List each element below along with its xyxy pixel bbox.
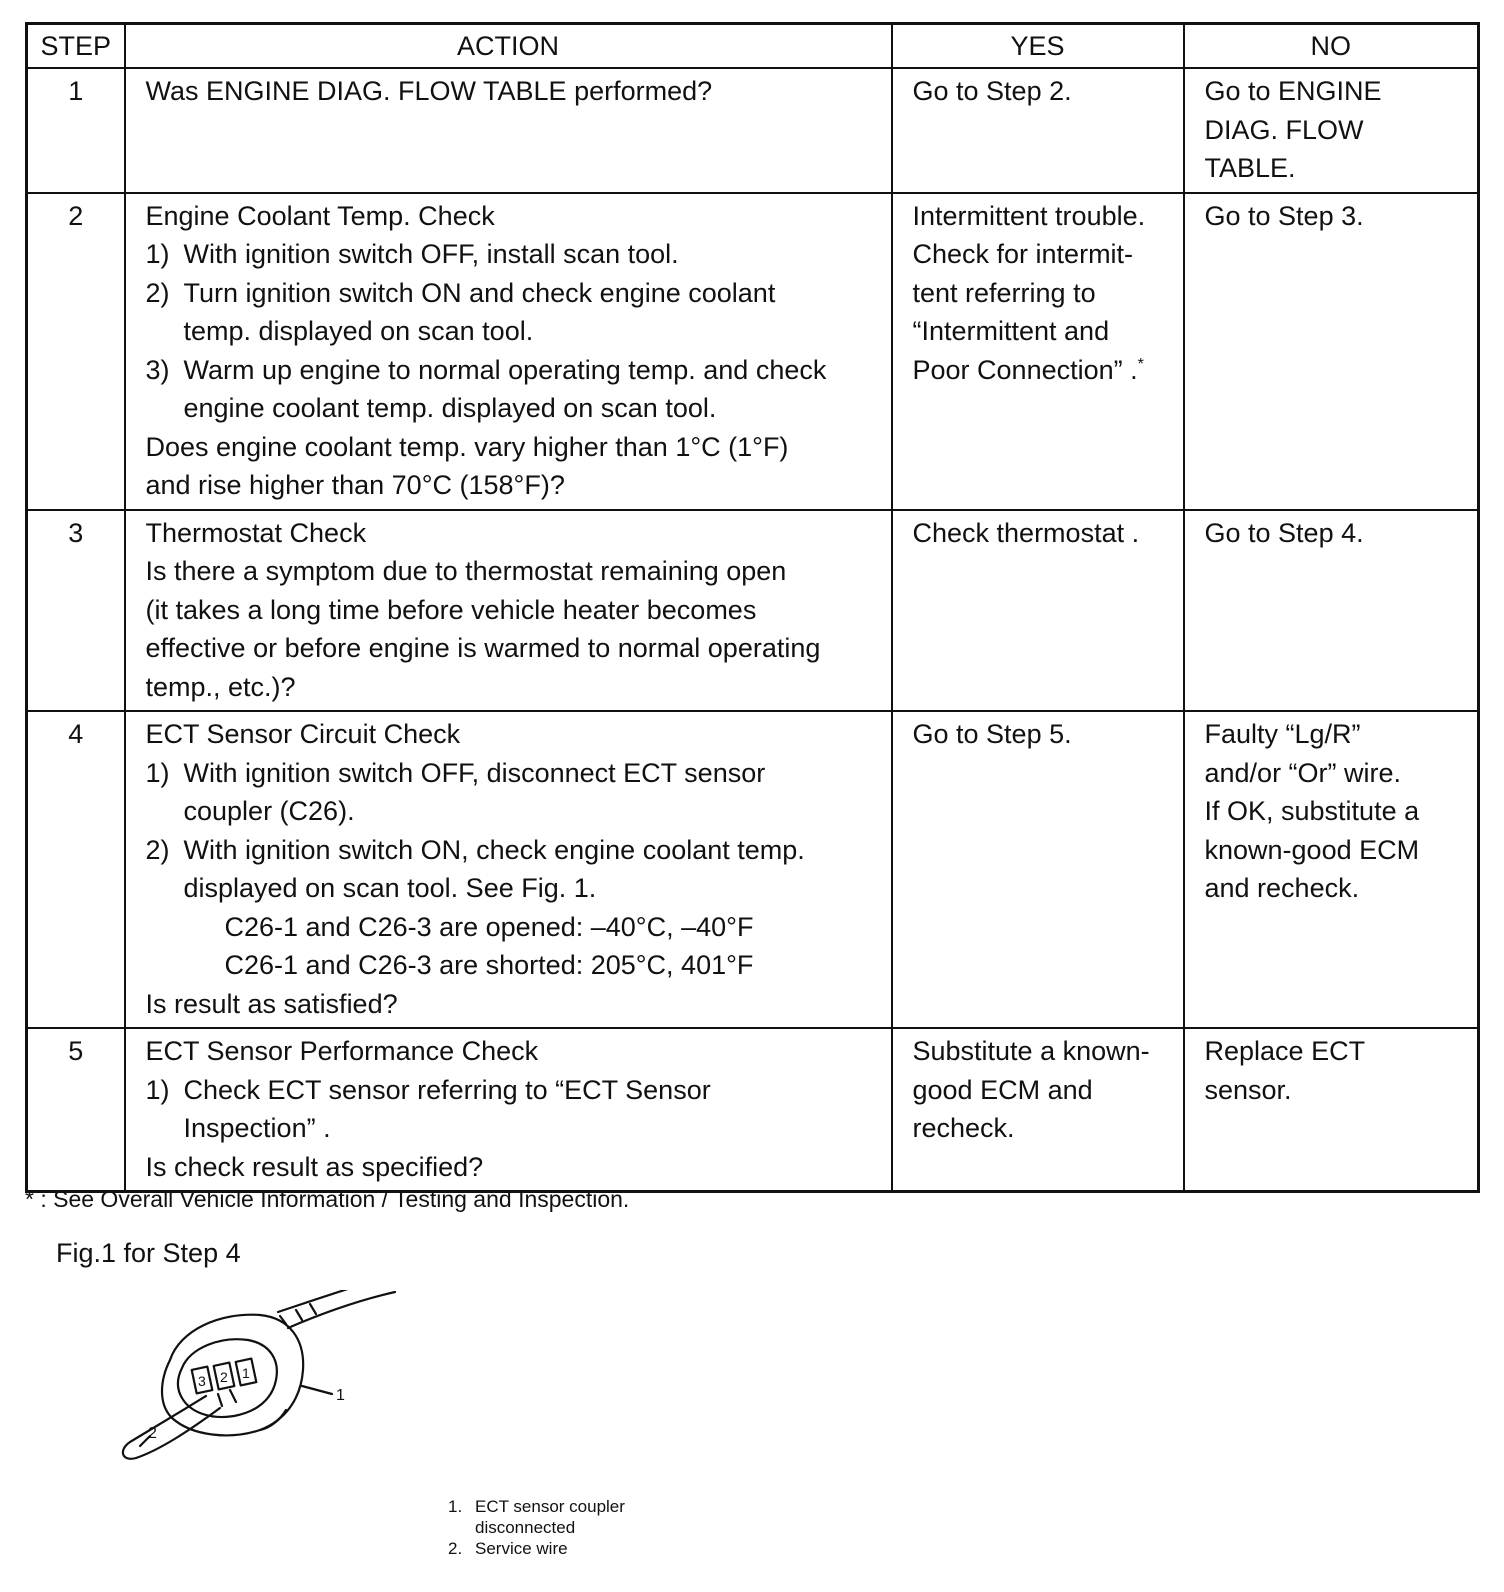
- yes-text: Go to Step 5.: [912, 719, 1072, 749]
- action-cell: [125, 510, 892, 712]
- no-text: DIAG. FLOW: [1204, 114, 1364, 145]
- table-header-row: [27, 24, 1479, 69]
- item-number: 1): [145, 757, 170, 788]
- action-cell: [125, 1028, 892, 1192]
- step-number: 1: [27, 68, 125, 193]
- no-text: and/or “Or” wire.: [1204, 757, 1402, 788]
- yes-cell: [892, 193, 1184, 510]
- action-question: and rise higher than 70°C (158°F)?: [145, 470, 565, 500]
- yes-text: Check for intermit-: [912, 239, 1134, 269]
- legend-item: [448, 1496, 625, 1538]
- no-text: Replace ECT: [1204, 1036, 1366, 1066]
- action-question: Is check result as specified?: [145, 1151, 484, 1182]
- no-cell: [1184, 510, 1479, 712]
- item-number: 1): [145, 239, 170, 269]
- item-text: Warm up engine to normal operating temp. and check: [183, 354, 827, 385]
- action-question: effective or before engine is warmed to normal operating: [145, 633, 821, 663]
- wire-harness: [278, 1290, 390, 1312]
- callout-2: 2: [148, 1425, 157, 1442]
- item-number: 2): [145, 834, 170, 865]
- legend-number: 1.: [448, 1497, 463, 1516]
- figure-legend: [448, 1496, 625, 1559]
- table-row: [27, 193, 1479, 510]
- action-cell: [125, 193, 892, 510]
- yes-text: Go to Step 2.: [912, 76, 1072, 106]
- figure-title: Fig.1 for Step 4: [56, 1238, 241, 1268]
- yes-text: Substitute a known-: [912, 1036, 1150, 1066]
- item-number: 3): [145, 354, 170, 385]
- action-title: Engine Coolant Temp. Check: [145, 200, 495, 231]
- no-text: Go to Step 4.: [1204, 517, 1364, 548]
- no-text: known-good ECM: [1204, 834, 1420, 865]
- action-title: Thermostat Check: [145, 517, 367, 548]
- yes-text: good ECM and: [912, 1074, 1093, 1105]
- pin-label: 1: [242, 1365, 250, 1381]
- item-text: displayed on scan tool. See Fig. 1.: [183, 873, 597, 903]
- action-question: Does engine coolant temp. vary higher than 1°C (1°F): [145, 431, 789, 462]
- no-cell: [1184, 68, 1479, 193]
- no-cell: [1184, 193, 1479, 510]
- step-number: 4: [27, 711, 125, 1028]
- footnote-mark: *: [1137, 355, 1144, 373]
- service-wire: [123, 1396, 220, 1459]
- action-title: ECT Sensor Circuit Check: [145, 719, 461, 749]
- item-text: With ignition switch OFF, disconnect ECT sensor: [183, 757, 766, 788]
- table-row: [27, 68, 1479, 193]
- legend-number: 2.: [448, 1539, 463, 1558]
- footnote: * : See Overall Vehicle Information / Testing and Inspection.: [25, 1186, 630, 1212]
- no-text: and recheck.: [1204, 873, 1360, 903]
- item-number: 2): [145, 277, 170, 308]
- action-question: Is there a symptom due to thermostat remaining open: [145, 556, 787, 586]
- item-text: Check ECT sensor referring to “ECT Sensor: [183, 1074, 711, 1105]
- item-text: Turn ignition switch ON and check engine coolant: [183, 277, 776, 308]
- no-text: TABLE.: [1204, 153, 1296, 183]
- pin-label: 2: [220, 1369, 228, 1385]
- table-row: [27, 1028, 1479, 1192]
- action-step-item: [146, 274, 879, 351]
- yes-cell: [892, 711, 1184, 1028]
- action-cell: [125, 711, 892, 1028]
- table-row: [27, 711, 1479, 1028]
- action-step-item: [146, 351, 879, 428]
- yes-cell: [892, 510, 1184, 712]
- no-text: If OK, substitute a: [1204, 796, 1420, 826]
- action-cell: [125, 68, 892, 193]
- table-row: [27, 510, 1479, 712]
- no-text: Go to Step 3.: [1204, 200, 1364, 231]
- pin-label: 3: [198, 1373, 206, 1389]
- item-text: With ignition switch OFF, install scan tool.: [183, 239, 679, 269]
- header-step: STEP: [27, 24, 125, 69]
- legend-text: ECT sensor coupler: [475, 1497, 625, 1516]
- no-text: Go to ENGINE: [1204, 76, 1382, 106]
- item-text: coupler (C26).: [183, 796, 355, 826]
- item-text: With ignition switch ON, check engine coolant temp.: [183, 834, 805, 865]
- no-text: Faulty “Lg/R”: [1204, 719, 1361, 749]
- no-cell: [1184, 711, 1479, 1028]
- action-step-item: [146, 831, 879, 908]
- yes-text: “Intermittent and: [912, 316, 1110, 346]
- action-question: (it takes a long time before vehicle heater becomes: [145, 594, 757, 625]
- yes-cell: [892, 68, 1184, 193]
- step-number: 3: [27, 510, 125, 712]
- yes-text: Poor Connection” .: [912, 354, 1138, 385]
- step-number: 2: [27, 193, 125, 510]
- condition-text: C26-1 and C26-3 are shorted: 205°C, 401°F: [224, 950, 754, 980]
- action-step-item: [146, 754, 879, 831]
- yes-text: tent referring to: [912, 277, 1096, 308]
- step-number: 5: [27, 1028, 125, 1192]
- legend-text: Service wire: [475, 1539, 568, 1558]
- header-yes: YES: [892, 24, 1184, 69]
- action-step-item: [146, 235, 879, 274]
- action-title: ECT Sensor Performance Check: [145, 1036, 539, 1066]
- yes-text: Intermittent trouble.: [912, 200, 1146, 231]
- action-title: Was ENGINE DIAG. FLOW TABLE performed?: [145, 76, 713, 106]
- yes-text-with-mark: [913, 351, 1171, 390]
- yes-cell: [892, 1028, 1184, 1192]
- legend-item: [448, 1538, 625, 1559]
- item-text: engine coolant temp. displayed on scan tool.: [183, 393, 717, 423]
- diagnostic-flow-table: [25, 22, 1480, 1193]
- action-question: temp., etc.)?: [145, 671, 296, 702]
- connector-illustration: [110, 1290, 410, 1490]
- header-action: ACTION: [125, 24, 892, 69]
- action-step-item: [146, 1071, 879, 1148]
- header-no: NO: [1184, 24, 1479, 69]
- no-cell: [1184, 1028, 1479, 1192]
- callout-1: 1: [336, 1387, 345, 1404]
- item-text: temp. displayed on scan tool.: [183, 316, 534, 346]
- yes-text: recheck.: [912, 1113, 1015, 1143]
- condition-text: C26-1 and C26-3 are opened: –40°C, –40°F: [224, 911, 754, 942]
- action-question: Is result as satisfied?: [145, 988, 398, 1019]
- legend-text: disconnected: [475, 1518, 576, 1537]
- yes-text: Check thermostat .: [912, 517, 1140, 548]
- item-number: 1): [145, 1074, 170, 1105]
- no-text: sensor.: [1204, 1074, 1292, 1105]
- item-text: Inspection” .: [183, 1113, 331, 1143]
